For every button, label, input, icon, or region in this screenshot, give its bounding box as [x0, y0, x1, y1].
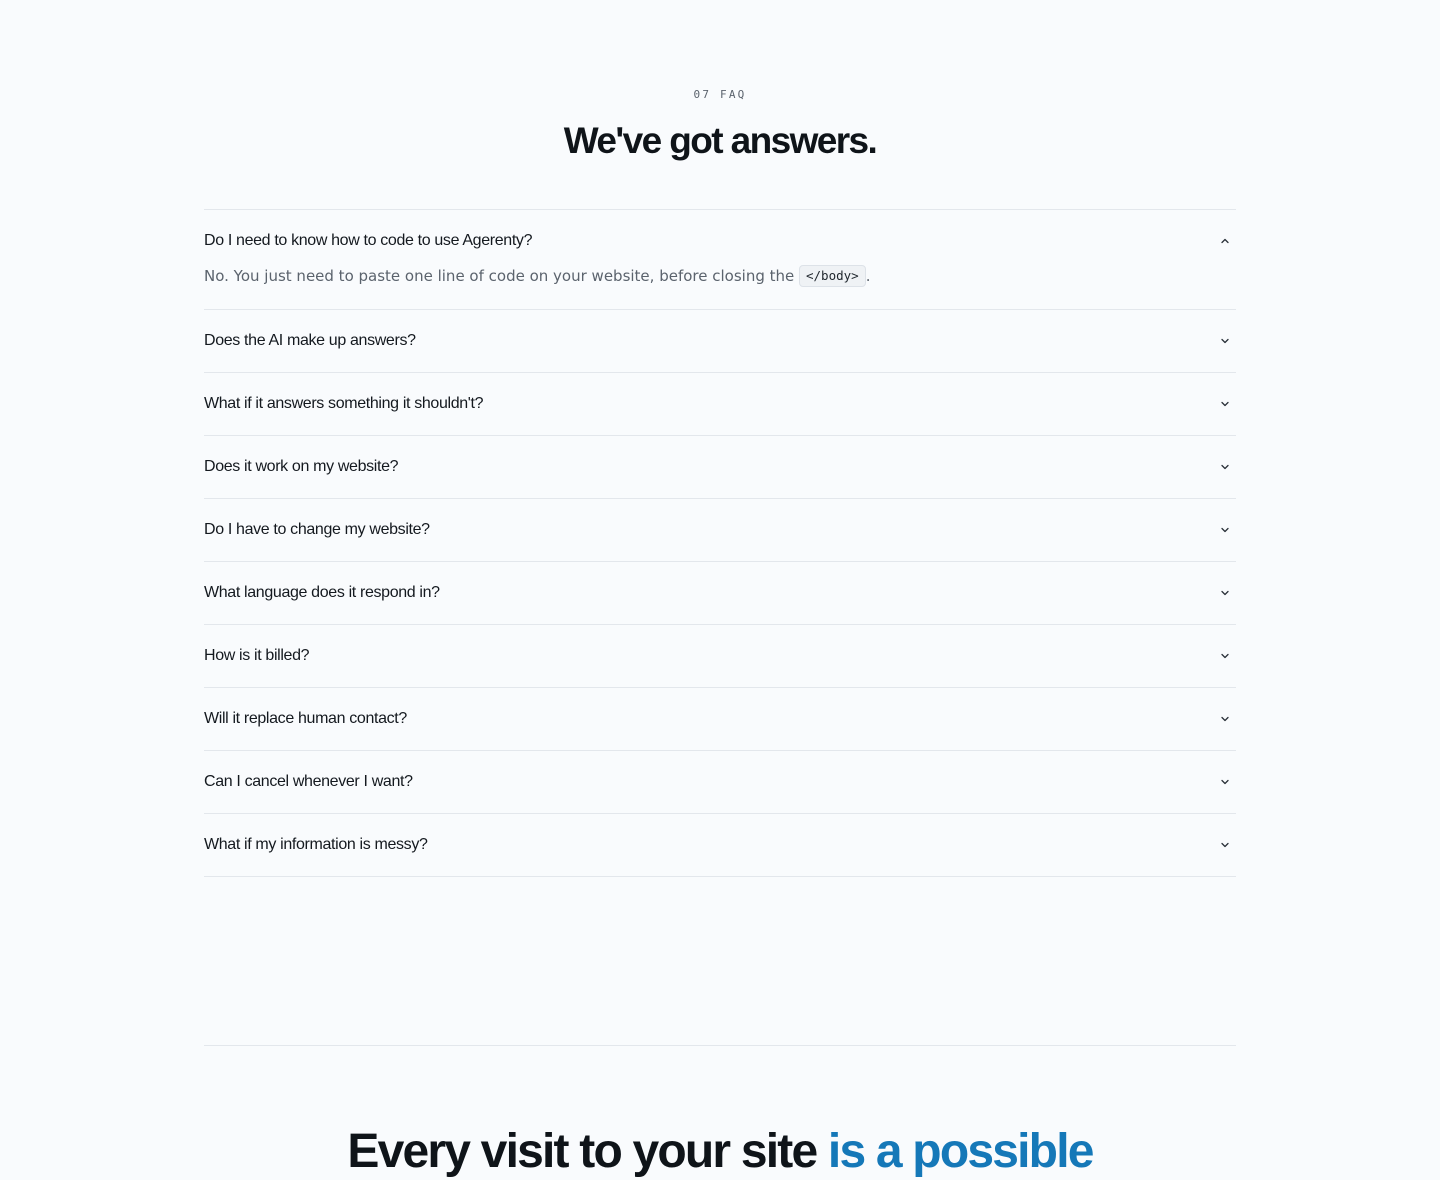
- chevron-down-icon: [1219, 650, 1231, 662]
- faq-question-text: Do I have to change my website?: [204, 521, 430, 538]
- cta-heading: [0, 1124, 1440, 1180]
- chevron-up-icon: [1219, 235, 1231, 247]
- faq-item: [204, 625, 1236, 688]
- faq-question-toggle[interactable]: [204, 499, 1236, 561]
- faq-question-text: What if my information is messy?: [204, 836, 428, 853]
- chevron-down-icon: [1219, 839, 1231, 851]
- faq-item: [204, 436, 1236, 499]
- faq-item: [204, 562, 1236, 625]
- faq-item: [204, 751, 1236, 814]
- faq-list: [204, 209, 1236, 877]
- cta-heading-text: Every visit to your site: [347, 1125, 828, 1178]
- faq-question-text: Will it replace human contact?: [204, 710, 407, 727]
- faq-question-toggle[interactable]: [204, 210, 1236, 271]
- faq-question-toggle[interactable]: [204, 814, 1236, 876]
- faq-question-toggle[interactable]: [204, 625, 1236, 687]
- faq-question-text: Can I cancel whenever I want?: [204, 773, 413, 790]
- faq-question-text: What language does it respond in?: [204, 584, 440, 601]
- faq-question-toggle[interactable]: [204, 373, 1236, 435]
- faq-item: [204, 373, 1236, 436]
- faq-question-toggle[interactable]: [204, 562, 1236, 624]
- faq-question-text: What if it answers something it shouldn't?: [204, 395, 484, 412]
- faq-question-toggle[interactable]: [204, 751, 1236, 813]
- faq-question-text: Do I need to know how to code to use Agerenty?: [204, 231, 533, 249]
- faq-item: [204, 210, 1236, 310]
- section-heading: We've got answers.: [563, 120, 877, 161]
- faq-question-toggle[interactable]: [204, 436, 1236, 498]
- chevron-down-icon: [1219, 587, 1231, 599]
- faq-question-text: Does it work on my website?: [204, 458, 399, 475]
- chevron-down-icon: [1219, 524, 1231, 536]
- faq-answer-text: No. You just need to paste one line of code on your website, before closing the: [204, 267, 799, 285]
- faq-item: [204, 688, 1236, 751]
- faq-answer-end: .: [865, 267, 871, 285]
- faq-question-text: Does the AI make up answers?: [204, 332, 416, 349]
- cta-heading-accent: is a possible: [827, 1125, 1093, 1178]
- chevron-down-icon: [1219, 713, 1231, 725]
- faq-item: [204, 310, 1236, 373]
- chevron-down-icon: [1219, 776, 1231, 788]
- section-divider: [204, 1045, 1236, 1046]
- section-eyebrow: 07 FAQ: [693, 88, 747, 101]
- chevron-down-icon: [1219, 398, 1231, 410]
- faq-question-toggle[interactable]: [204, 688, 1236, 750]
- chevron-down-icon: [1219, 461, 1231, 473]
- faq-question-toggle[interactable]: [204, 310, 1236, 372]
- faq-question-text: How is it billed?: [204, 647, 310, 664]
- faq-item: [204, 499, 1236, 562]
- code-snippet: </body>: [799, 265, 866, 287]
- faq-item: [204, 814, 1236, 877]
- chevron-down-icon: [1219, 335, 1231, 347]
